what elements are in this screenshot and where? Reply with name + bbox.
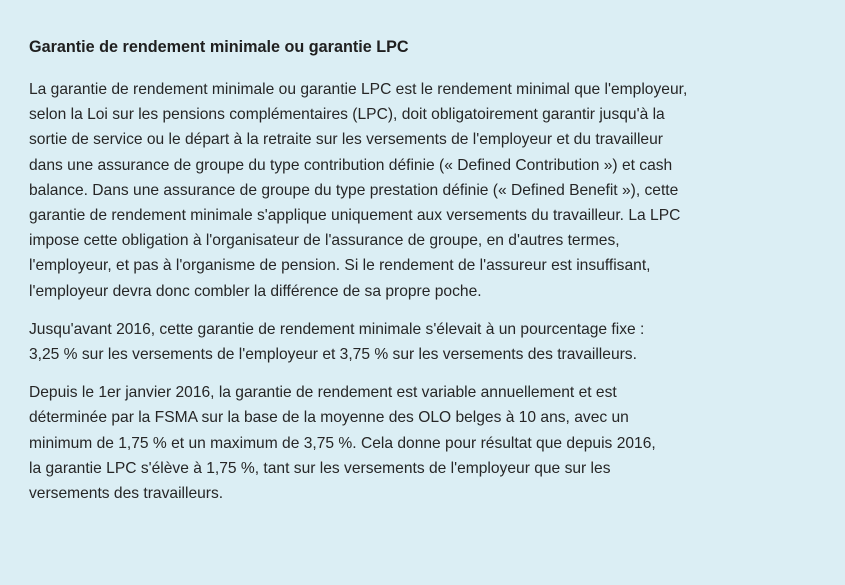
paragraph-line: minimum de 1,75 % et un maximum de 3,75 %. Cela donne pour résultat que depuis 2016, — [29, 434, 656, 452]
paragraph-line: balance. Dans une assurance de groupe du type prestation définie (« Defined Benefit »), cette — [29, 181, 679, 199]
paragraph-line: Depuis le 1er janvier 2016, la garantie de rendement est variable annuellement et est — [29, 384, 617, 402]
paragraph-since-2016 — [29, 380, 821, 506]
paragraph-line: La garantie de rendement minimale ou garantie LPC est le rendement minimal que l'employeur, — [29, 81, 688, 98]
paragraph-line: versements des travailleurs. — [29, 485, 224, 503]
paragraph-line: selon la Loi sur les pensions complémentaires (LPC), doit obligatoirement garantir jusqu'à la — [29, 106, 665, 124]
paragraph-line: Jusqu'avant 2016, cette garantie de rendement minimale s'élevait à un pourcentage fixe : — [29, 320, 645, 338]
paragraph-before-2016 — [29, 317, 821, 367]
paragraph-line: l'employeur, et pas à l'organisme de pension. Si le rendement de l'assureur est insuffisant, — [29, 257, 651, 275]
paragraph-line: dans une assurance de groupe du type contribution définie (« Defined Contribution ») et cash — [29, 156, 673, 174]
paragraph-line: 3,25 % sur les versements de l'employeur et 3,75 % sur les versements des travailleurs. — [29, 346, 637, 364]
paragraph-line: l'employeur devra donc combler la différence de sa propre poche. — [29, 282, 482, 300]
paragraph-definition — [29, 77, 821, 304]
section-title: Garantie de rendement minimale ou garantie LPC — [29, 38, 409, 56]
paragraph-line: garantie de rendement minimale s'applique uniquement aux versements du travailleur. La LPC — [29, 207, 681, 225]
paragraph-line: sortie de service ou le départ à la retraite sur les versements de l'employeur et du travailleur — [29, 131, 663, 149]
paragraph-line: impose cette obligation à l'organisateur de l'assurance de groupe, en d'autres termes, — [29, 232, 620, 250]
paragraph-line: la garantie LPC s'élève à 1,75 %, tant sur les versements de l'employeur que sur les — [29, 459, 611, 477]
paragraph-line: déterminée par la FSMA sur la base de la moyenne des OLO belges à 10 ans, avec un — [29, 409, 629, 427]
